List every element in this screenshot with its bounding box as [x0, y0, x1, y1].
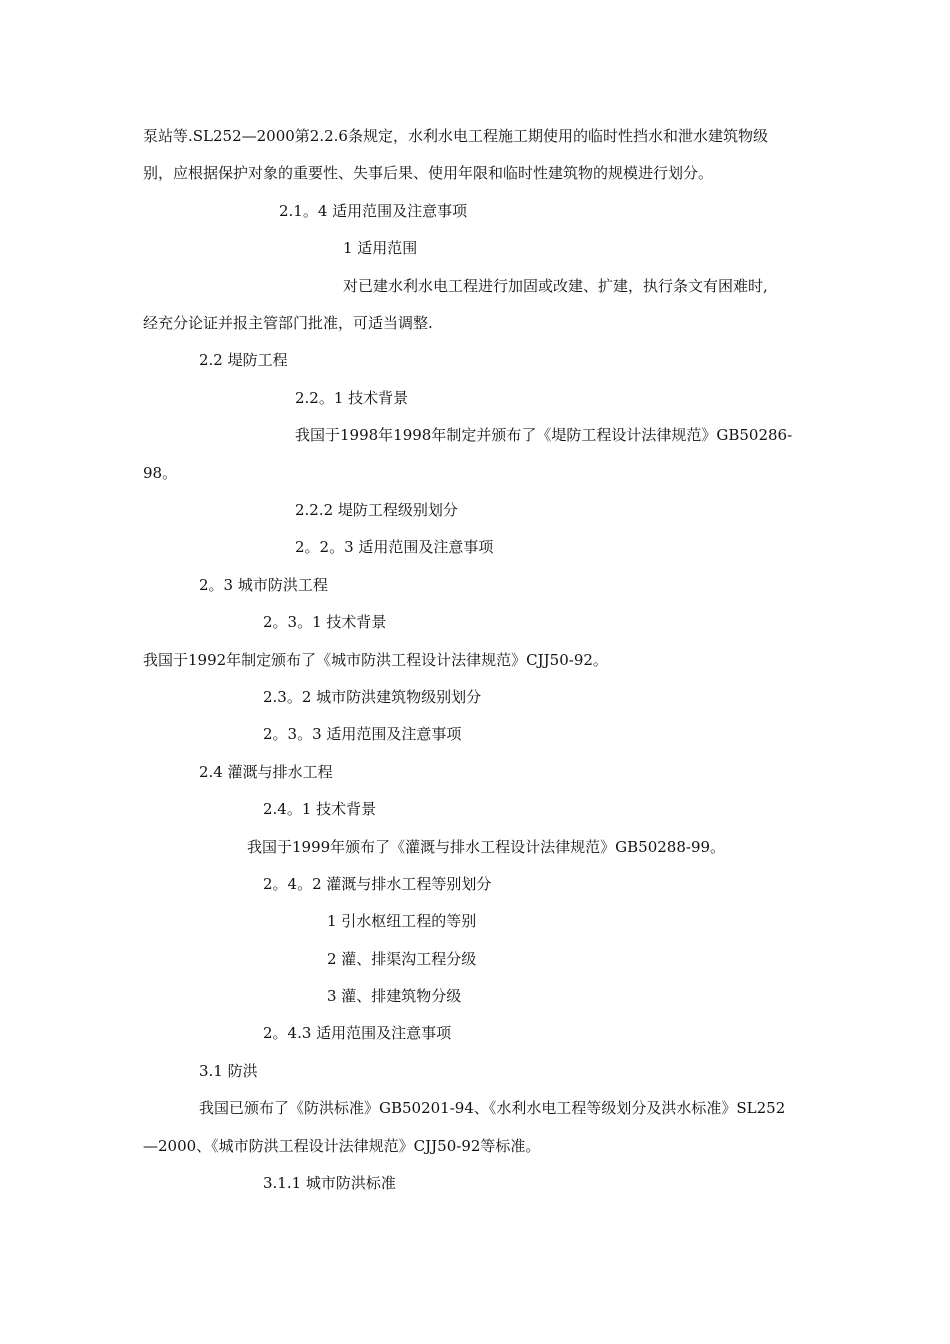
paragraph-line: 泵站等.SL252—2000第2.2.6条规定，水利水电工程施工期使用的临时性挡水和泄水建筑物级 — [143, 127, 768, 145]
paragraph-line: 我国于1992年制定颁布了《城市防洪工程设计法律规范》CJJ50-92。 — [143, 651, 608, 669]
section-heading: 2.2。1 技术背景 — [295, 389, 409, 407]
paragraph-line: 我国已颁布了《防洪标准》GB50201-94、《水利水电工程等级划分及洪水标准》SL252 — [199, 1099, 786, 1117]
section-heading: 3.1.1 城市防洪标准 — [263, 1174, 396, 1192]
paragraph-line: —2000、《城市防洪工程设计法律规范》CJJ50-92等标准。 — [143, 1137, 541, 1155]
section-heading: 2。3。1 技术背景 — [263, 613, 387, 631]
subheading: 1 适用范围 — [343, 239, 418, 257]
section-heading: 2。3。3 适用范围及注意事项 — [263, 725, 462, 743]
paragraph-line: 我国于1998年1998年制定并颁布了《堤防工程设计法律规范》GB50286- — [295, 426, 793, 444]
list-item: 2 灌、排渠沟工程分级 — [327, 950, 477, 968]
section-heading: 2。4.3 适用范围及注意事项 — [263, 1024, 452, 1042]
section-heading: 2.1。4 适用范围及注意事项 — [279, 202, 468, 220]
list-item: 1 引水枢纽工程的等别 — [327, 912, 477, 930]
paragraph-line: 别，应根据保护对象的重要性、失事后果、使用年限和临时性建筑物的规模进行划分。 — [143, 164, 714, 182]
section-heading: 3.1 防洪 — [199, 1062, 258, 1080]
list-item: 3 灌、排建筑物分级 — [327, 987, 462, 1005]
paragraph-line: 经充分论证并报主管部门批准，可适当调整. — [143, 314, 433, 332]
paragraph-line: 我国于1999年颁布了《灌溉与排水工程设计法律规范》GB50288-99。 — [247, 838, 726, 856]
section-heading: 2。4。2 灌溉与排水工程等别划分 — [263, 875, 492, 893]
section-heading: 2。3 城市防洪工程 — [199, 576, 328, 594]
section-heading: 2。2。3 适用范围及注意事项 — [295, 538, 494, 556]
paragraph-line: 对已建水利水电工程进行加固或改建、扩建，执行条文有困难时, — [343, 277, 768, 295]
section-heading: 2.4 灌溉与排水工程 — [199, 763, 333, 781]
section-heading: 2.2 堤防工程 — [199, 351, 288, 369]
section-heading: 2.2.2 堤防工程级别划分 — [295, 501, 458, 519]
section-heading: 2.4。1 技术背景 — [263, 800, 377, 818]
paragraph-line: 98。 — [143, 464, 178, 482]
section-heading: 2.3。2 城市防洪建筑物级别划分 — [263, 688, 482, 706]
